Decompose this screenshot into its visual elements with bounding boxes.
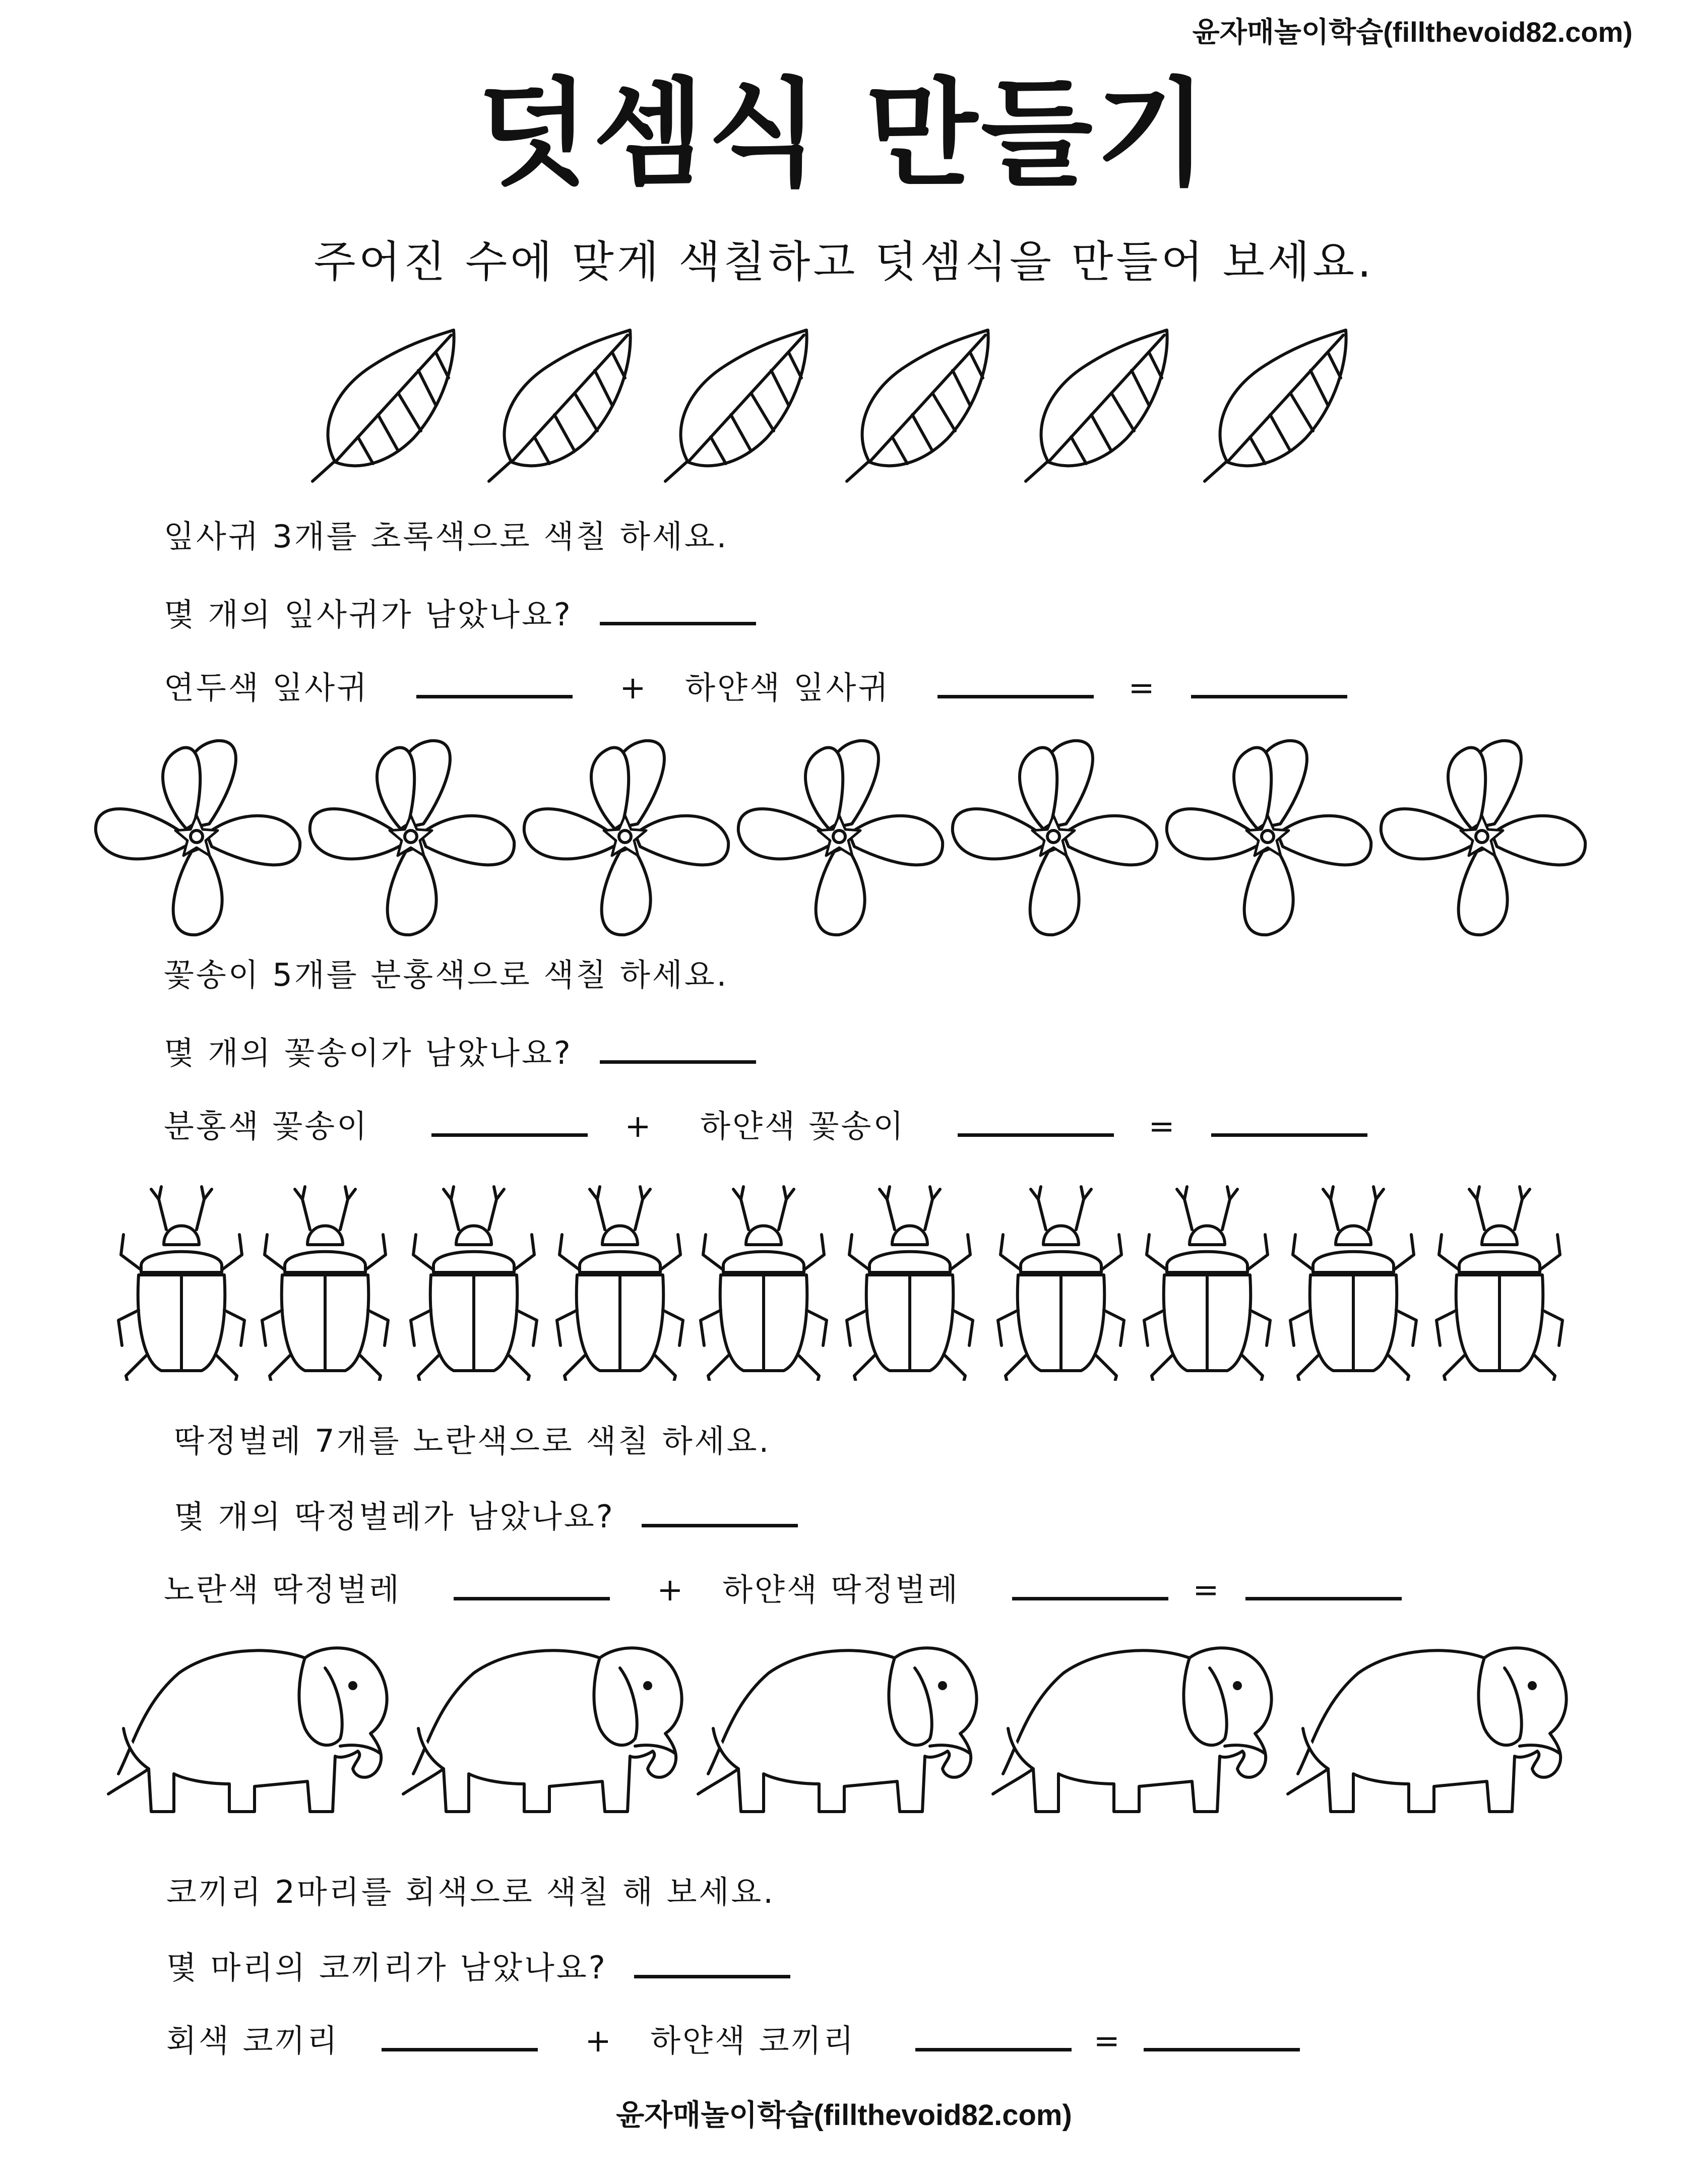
flower-right-label: 하얀색 꽃송이 [700, 1108, 906, 1144]
flower-equation [164, 1101, 1367, 1146]
beetle-icon[interactable] [1436, 1187, 1562, 1381]
leaf-icon[interactable] [847, 330, 988, 481]
flower-icon[interactable] [524, 741, 728, 935]
beetle-equation [164, 1565, 1402, 1610]
elephant-remaining-blank[interactable] [634, 1974, 790, 1978]
leaf-right-blank[interactable] [937, 694, 1094, 698]
flower-row [0, 731, 1688, 942]
flower-sum-blank[interactable] [1211, 1133, 1367, 1137]
instruction-text: 주어진 수에 맞게 색칠하고 덧셈식을 만들어 보세요. [314, 237, 1374, 287]
leaf-left-label: 연두색 잎사귀 [164, 669, 369, 706]
leaf-icon[interactable] [1026, 330, 1167, 481]
plus-sign: + [624, 1108, 653, 1144]
beetle-row [0, 1184, 1688, 1381]
beetle-question-text: 몇 개의 딱정벌레가 남았나요? [174, 1498, 615, 1535]
flower-question [164, 1028, 756, 1073]
beetle-icon[interactable] [557, 1187, 683, 1381]
leaf-question-text: 몇 개의 잎사귀가 남았나요? [164, 596, 573, 633]
flower-remaining-blank[interactable] [600, 1060, 756, 1064]
leaf-task: 잎사귀 3개를 초록색으로 색칠 하세요. [164, 518, 729, 555]
flower-right-blank[interactable] [958, 1133, 1114, 1137]
beetle-left-blank[interactable] [454, 1596, 610, 1600]
leaf-remaining-blank[interactable] [600, 621, 756, 625]
elephant-task: 코끼리 2마리를 회색으로 색칠 해 보세요. [166, 1874, 775, 1910]
page-title: 덧셈식 만들기 [477, 67, 1211, 202]
elephant-right-label: 하얀색 코끼리 [650, 2022, 856, 2059]
leaf-question [164, 590, 756, 634]
credit-top: 윤자매놀이학습(fillthevoid82.com) [1192, 16, 1633, 48]
elephant-icon[interactable] [403, 1648, 682, 1812]
leaf-equation [164, 663, 1347, 708]
leaf-sum-blank[interactable] [1191, 694, 1347, 698]
flower-left-blank[interactable] [431, 1133, 588, 1137]
flower-icon[interactable] [953, 741, 1157, 935]
flower-task: 꽃송이 5개를 분홍색으로 색칠 하세요. [164, 956, 729, 993]
flower-icon[interactable] [96, 741, 300, 935]
elephant-icon[interactable] [993, 1648, 1272, 1812]
elephant-icon[interactable] [1288, 1648, 1567, 1812]
equals-sign: = [1148, 1108, 1177, 1144]
beetle-remaining-blank[interactable] [642, 1523, 798, 1527]
beetle-icon[interactable] [262, 1187, 388, 1381]
flower-left-label: 분홍색 꽃송이 [164, 1108, 369, 1144]
leaf-row [0, 323, 1688, 489]
beetle-right-blank[interactable] [1012, 1596, 1168, 1600]
beetle-task: 딱정벌레 7개를 노란색으로 색칠 하세요. [174, 1423, 771, 1459]
leaf-right-label: 하얀색 잎사귀 [685, 669, 891, 706]
beetle-icon[interactable] [1290, 1187, 1416, 1381]
leaf-icon[interactable] [665, 330, 807, 481]
beetle-icon[interactable] [1144, 1187, 1270, 1381]
elephant-icon[interactable] [108, 1648, 387, 1812]
leaf-icon[interactable] [312, 330, 454, 481]
beetle-question [174, 1492, 798, 1536]
flower-question-text: 몇 개의 꽃송이가 남았나요? [164, 1035, 573, 1071]
equals-sign: = [1193, 1571, 1221, 1608]
leaf-icon[interactable] [489, 330, 631, 481]
flower-icon[interactable] [1381, 741, 1585, 935]
plus-sign: + [585, 2022, 613, 2059]
flower-icon[interactable] [738, 741, 943, 935]
leaf-left-blank[interactable] [416, 694, 573, 698]
elephant-row [0, 1633, 1688, 1839]
beetle-icon[interactable] [118, 1187, 244, 1381]
elephant-sum-blank[interactable] [1144, 2047, 1300, 2051]
elephant-left-label: 회색 코끼리 [166, 2022, 340, 2059]
elephant-question [166, 1943, 790, 1987]
beetle-icon[interactable] [998, 1187, 1124, 1381]
flower-icon[interactable] [1167, 741, 1371, 935]
beetle-icon[interactable] [847, 1187, 973, 1381]
plus-sign: + [619, 669, 648, 706]
elephant-equation [166, 2016, 1300, 2061]
elephant-left-blank[interactable] [382, 2047, 538, 2051]
equals-sign: = [1093, 2022, 1122, 2059]
elephant-question-text: 몇 마리의 코끼리가 남았나요? [166, 1949, 607, 1986]
beetle-sum-blank[interactable] [1245, 1596, 1402, 1600]
credit-bottom: 윤자매놀이학습(fillthevoid82.com) [616, 2099, 1072, 2132]
equals-sign: = [1128, 669, 1157, 706]
beetle-icon[interactable] [411, 1187, 537, 1381]
beetle-left-label: 노란색 딱정벌레 [164, 1571, 401, 1608]
flower-icon[interactable] [310, 741, 514, 935]
plus-sign: + [657, 1571, 685, 1608]
beetle-right-label: 하얀색 딱정벌레 [722, 1571, 960, 1608]
leaf-icon[interactable] [1205, 330, 1346, 481]
elephant-right-blank[interactable] [915, 2047, 1072, 2051]
beetle-icon[interactable] [701, 1187, 827, 1381]
elephant-icon[interactable] [698, 1648, 977, 1812]
